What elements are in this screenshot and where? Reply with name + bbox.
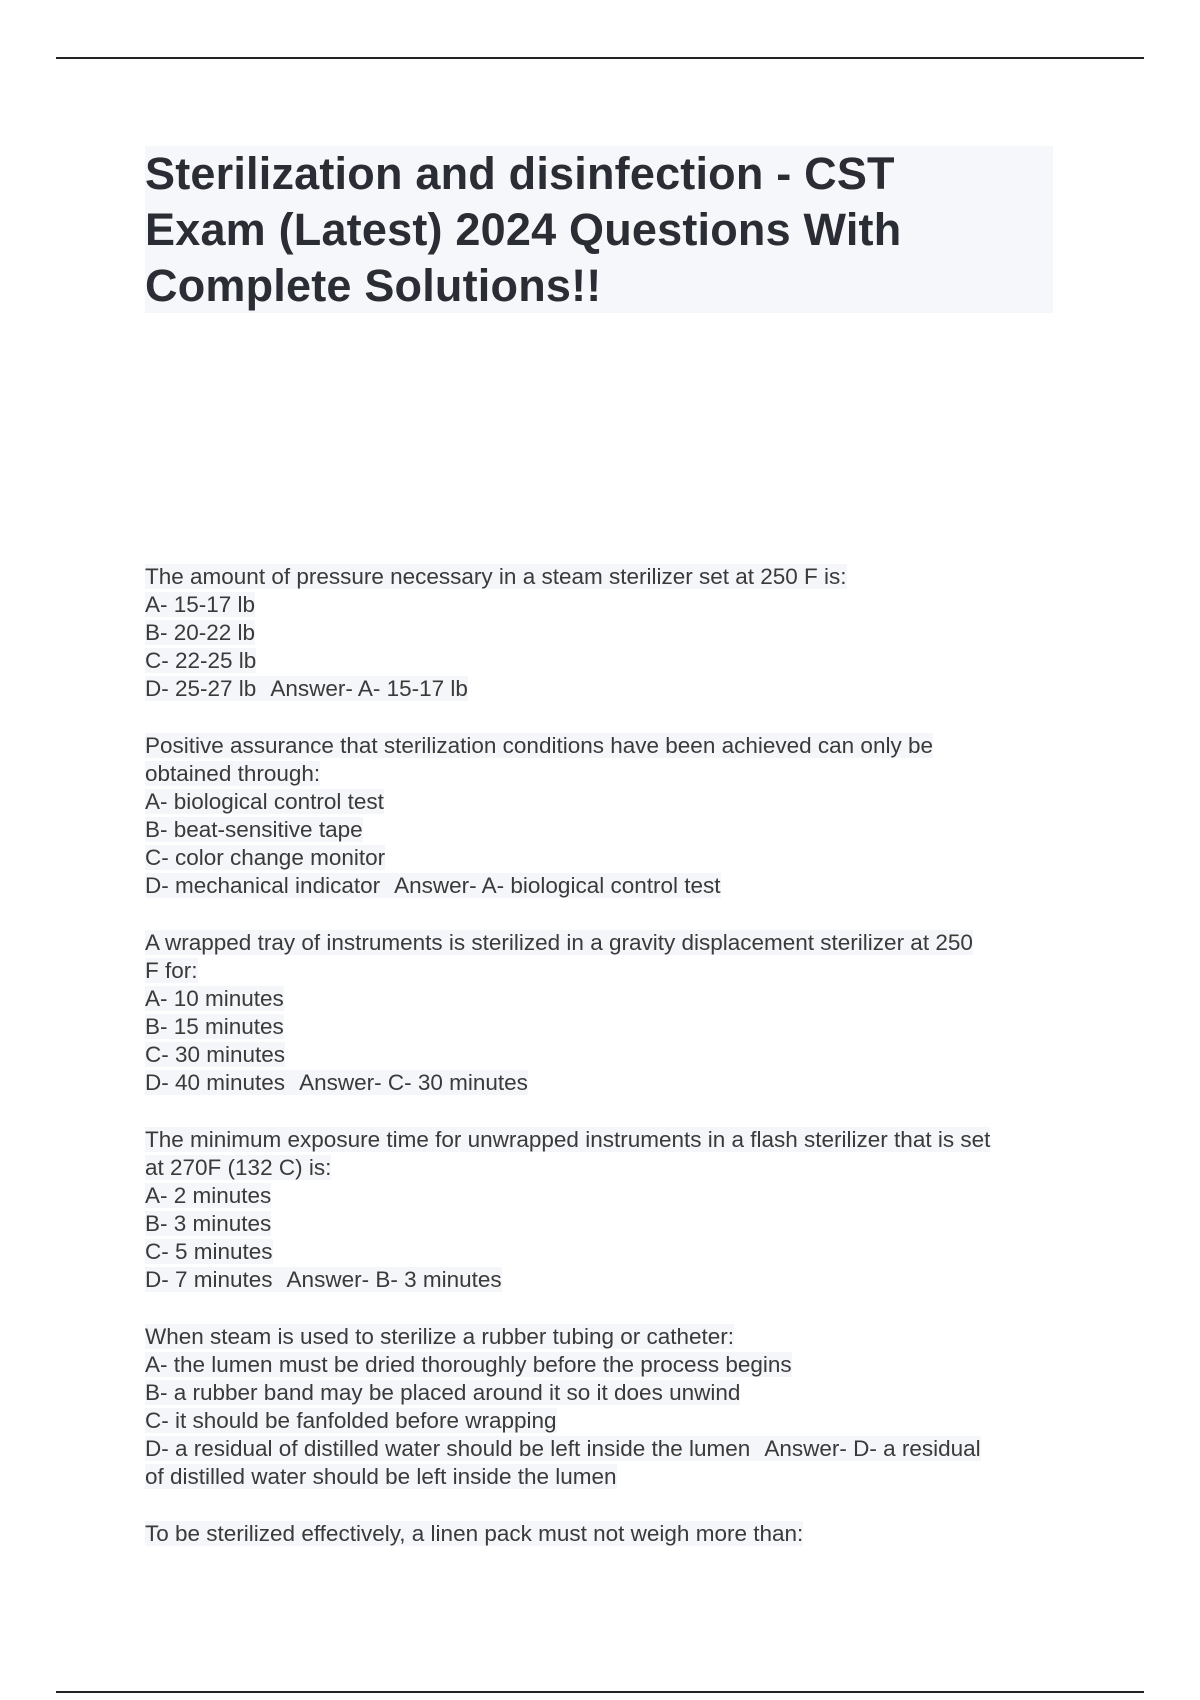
answer-text-continued: of distilled water should be left inside the lumen xyxy=(145,1464,617,1489)
option-b: B- 15 minutes xyxy=(145,1014,284,1039)
option-b: B- 20-22 lb xyxy=(145,620,256,645)
question-text-continued: obtained through: xyxy=(145,761,321,786)
question-item xyxy=(145,732,1065,900)
option-c: C- 22-25 lb xyxy=(145,648,257,673)
title-line-2: Exam (Latest) 2024 Questions With xyxy=(145,204,902,255)
option-a: A- 2 minutes xyxy=(145,1183,272,1208)
option-d: D- mechanical indicator xyxy=(145,873,381,898)
answer-text: Answer- C- 30 minutes xyxy=(299,1070,528,1095)
answer-text: Answer- D- a residual xyxy=(764,1436,981,1461)
question-item xyxy=(145,1323,1065,1491)
option-a: A- the lumen must be dried thoroughly before the process begins xyxy=(145,1352,792,1377)
bottom-rule xyxy=(56,1691,1144,1693)
option-b: B- beat-sensitive tape xyxy=(145,817,363,842)
answer-text: Answer- B- 3 minutes xyxy=(286,1267,502,1292)
option-a: A- biological control test xyxy=(145,789,384,814)
option-a: A- 10 minutes xyxy=(145,986,284,1011)
question-item xyxy=(145,563,1065,703)
question-item xyxy=(145,1126,1065,1294)
question-list xyxy=(145,563,1065,1548)
question-text-continued: at 270F (132 C) is: xyxy=(145,1155,332,1180)
answer-text: Answer- A- biological control test xyxy=(394,873,721,898)
option-d: D- 25-27 lb xyxy=(145,676,257,701)
question-text: The minimum exposure time for unwrapped instruments in a flash sterilizer that is set xyxy=(145,1127,991,1152)
title-line-1: Sterilization and disinfection - CST xyxy=(145,148,895,199)
option-c: C- it should be fanfolded before wrapping xyxy=(145,1408,557,1433)
question-item xyxy=(145,1520,1065,1548)
option-d: D- 40 minutes xyxy=(145,1070,286,1095)
question-text-continued: F for: xyxy=(145,958,198,983)
option-a: A- 15-17 lb xyxy=(145,592,256,617)
top-rule xyxy=(56,57,1144,59)
option-d: D- a residual of distilled water should be left inside the lumen xyxy=(145,1436,751,1461)
option-d: D- 7 minutes xyxy=(145,1267,273,1292)
document-title xyxy=(145,146,1053,313)
question-text: The amount of pressure necessary in a steam sterilizer set at 250 F is: xyxy=(145,564,847,589)
question-item xyxy=(145,929,1065,1097)
option-c: C- 5 minutes xyxy=(145,1239,273,1264)
title-line-3: Complete Solutions!! xyxy=(145,260,602,311)
option-b: B- a rubber band may be placed around it so it does unwind xyxy=(145,1380,741,1405)
question-text: Positive assurance that sterilization conditions have been achieved can only be xyxy=(145,733,933,758)
question-text: To be sterilized effectively, a linen pack must not weigh more than: xyxy=(145,1521,804,1546)
option-b: B- 3 minutes xyxy=(145,1211,272,1236)
option-c: C- 30 minutes xyxy=(145,1042,286,1067)
answer-text: Answer- A- 15-17 lb xyxy=(270,676,468,701)
question-text: When steam is used to sterilize a rubber tubing or catheter: xyxy=(145,1324,735,1349)
question-text: A wrapped tray of instruments is sterilized in a gravity displacement sterilizer at 250 xyxy=(145,930,973,955)
option-c: C- color change monitor xyxy=(145,845,386,870)
